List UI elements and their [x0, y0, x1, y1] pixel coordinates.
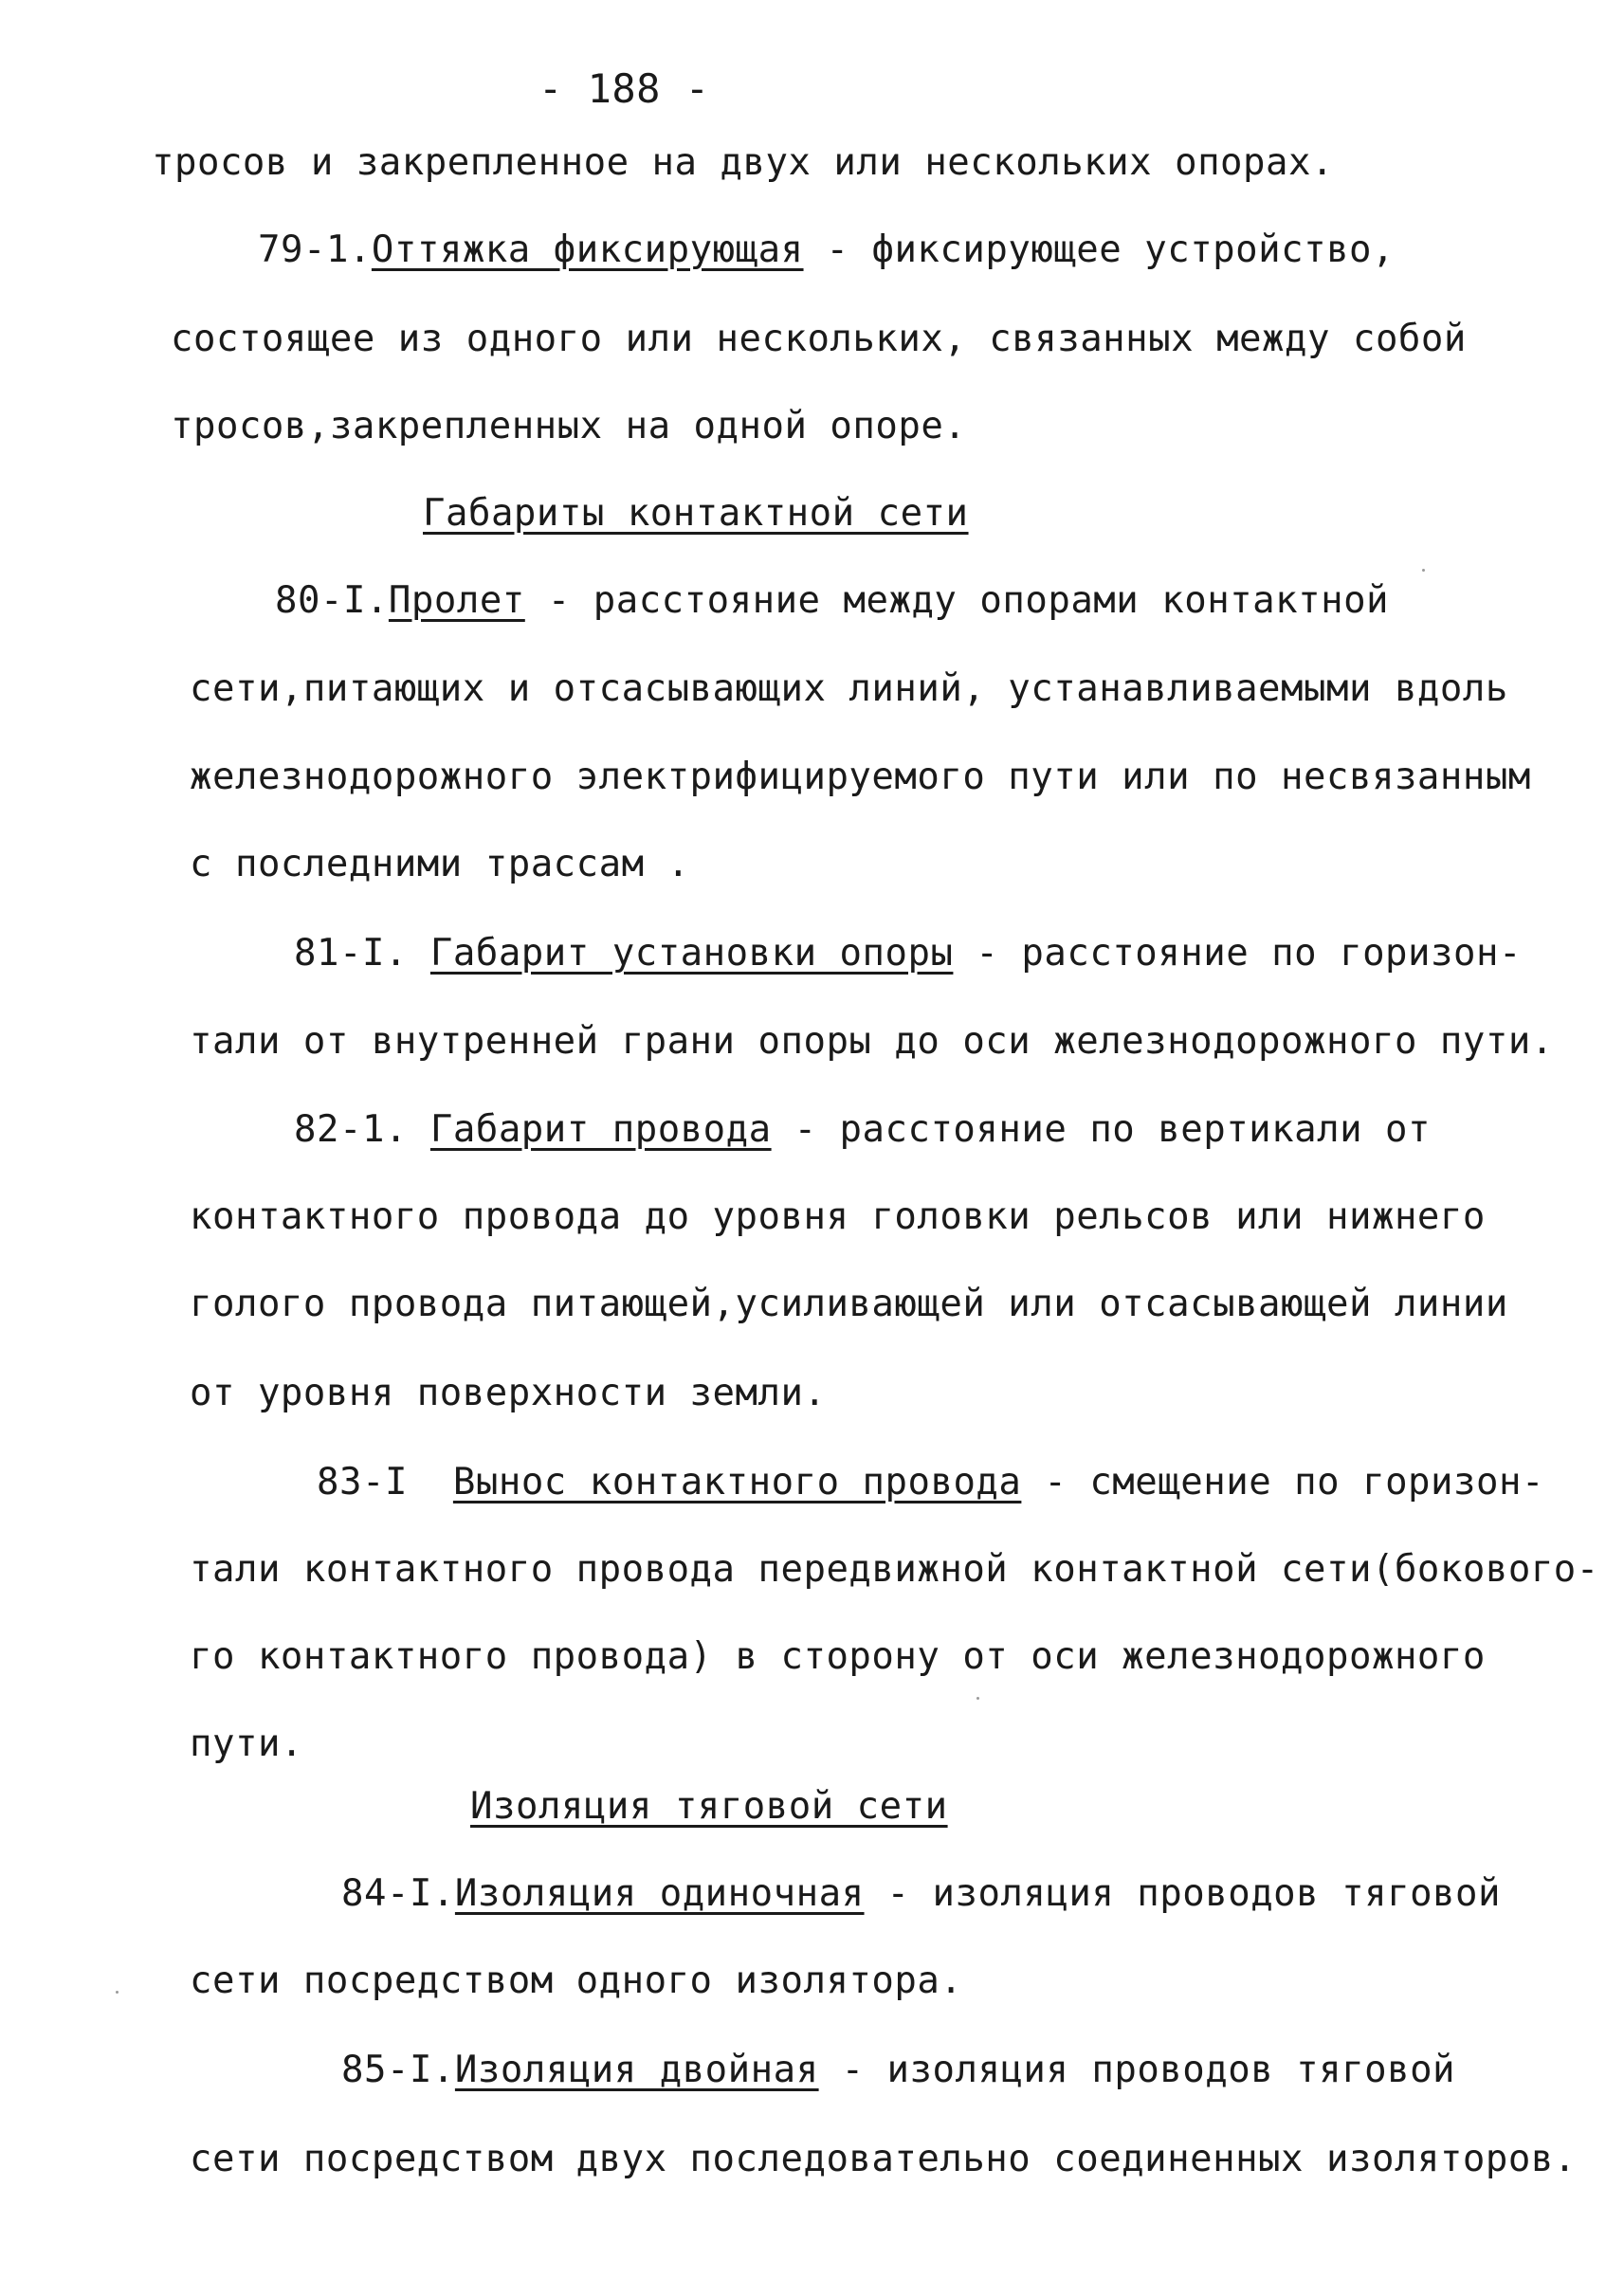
scan-speck	[116, 1991, 119, 1994]
entry-83-text-3: го контактного провода) в сторону от оси железнодорожного	[190, 1635, 1486, 1678]
entry-83-text-1: - смещение по горизон-	[1021, 1461, 1544, 1503]
entry-85-term: Изоляция двойная	[454, 2049, 819, 2091]
entry-83-text-4: пути.	[190, 1722, 303, 1765]
entry-85-text-2: сети посредством двух последовательно соединенных изоляторов.	[190, 2138, 1577, 2180]
scan-speck	[1422, 569, 1425, 572]
entry-82-first-line	[294, 1107, 1431, 1153]
entry-84-text-1: - изоляция проводов тяговой	[864, 1872, 1501, 1915]
entry-85-first-line	[341, 2048, 1455, 2093]
entry-80-first-line	[275, 578, 1389, 624]
entry-81-text-1: - расстояние по горизон-	[953, 932, 1522, 975]
entry-79-first-line	[258, 228, 1395, 273]
heading-izolyatsiya: Изоляция тяговой сети	[470, 1785, 948, 1828]
heading-gabarity: Габариты контактной сети	[423, 492, 969, 535]
entry-83-first-line	[317, 1460, 1544, 1505]
entry-79-number: 79-1.	[258, 228, 372, 271]
entry-80-term: Пролет	[388, 579, 525, 622]
entry-79-text-2: состоящее из одного или нескольких, связанных между собой	[171, 318, 1467, 360]
entry-83-text-2: тали контактного провода передвижной контактной сети(бокового-	[190, 1548, 1599, 1591]
entry-79-text-3: тросов,закрепленных на одной опоре.	[171, 405, 967, 447]
continuation-line: тросов и закрепленное на двух или нескольких опорах.	[152, 141, 1334, 184]
entry-84-number: 84-I.	[341, 1872, 455, 1915]
entry-85-text-1: - изоляция проводов тяговой	[818, 2049, 1456, 2091]
page-number: - 188 -	[538, 65, 710, 112]
entry-80-number: 80-I.	[275, 579, 389, 622]
entry-81-term: Габарит установки опоры	[429, 932, 954, 975]
scan-speck	[976, 1697, 979, 1700]
entry-80-text-1: - расстояние между опорами контактной	[524, 579, 1390, 622]
entry-80-text-2: сети,питающих и отсасывающих линий, устанавливаемыми вдоль	[190, 667, 1508, 710]
entry-81-number: 81-I.	[294, 932, 408, 975]
entry-85-number: 85-I.	[341, 2049, 455, 2091]
entry-82-number: 82-1.	[294, 1108, 408, 1151]
entry-82-text-4: от уровня поверхности земли.	[190, 1372, 827, 1414]
entry-80-text-3: железнодорожного электрифицируемого пути или по несвязанным	[190, 756, 1531, 798]
entry-83-term: Вынос контактного провода	[452, 1461, 1022, 1503]
entry-82-text-2: контактного провода до уровня головки рельсов или нижнего	[190, 1195, 1486, 1238]
entry-79-term: Оттяжка фиксирующая	[371, 228, 804, 271]
entry-81-first-line	[294, 931, 1522, 976]
entry-82-term: Габарит провода	[429, 1108, 772, 1151]
entry-79-text-1: - фиксирующее устройство,	[803, 228, 1396, 271]
entry-82-text-3: голого провода питающей,усиливающей или отсасывающей линии	[190, 1283, 1508, 1325]
entry-84-text-2: сети посредством одного изолятора.	[190, 1959, 963, 2002]
entry-80-text-4: с последними трассам .	[190, 843, 690, 885]
entry-84-first-line	[341, 1871, 1501, 1917]
entry-81-text-2: тали от внутренней грани опоры до оси железнодорожного пути.	[190, 1020, 1554, 1063]
entry-83-number: 83-I	[317, 1461, 408, 1503]
entry-82-text-1: - расстояние по вертикали от	[771, 1108, 1432, 1151]
entry-84-term: Изоляция одиночная	[454, 1872, 865, 1915]
